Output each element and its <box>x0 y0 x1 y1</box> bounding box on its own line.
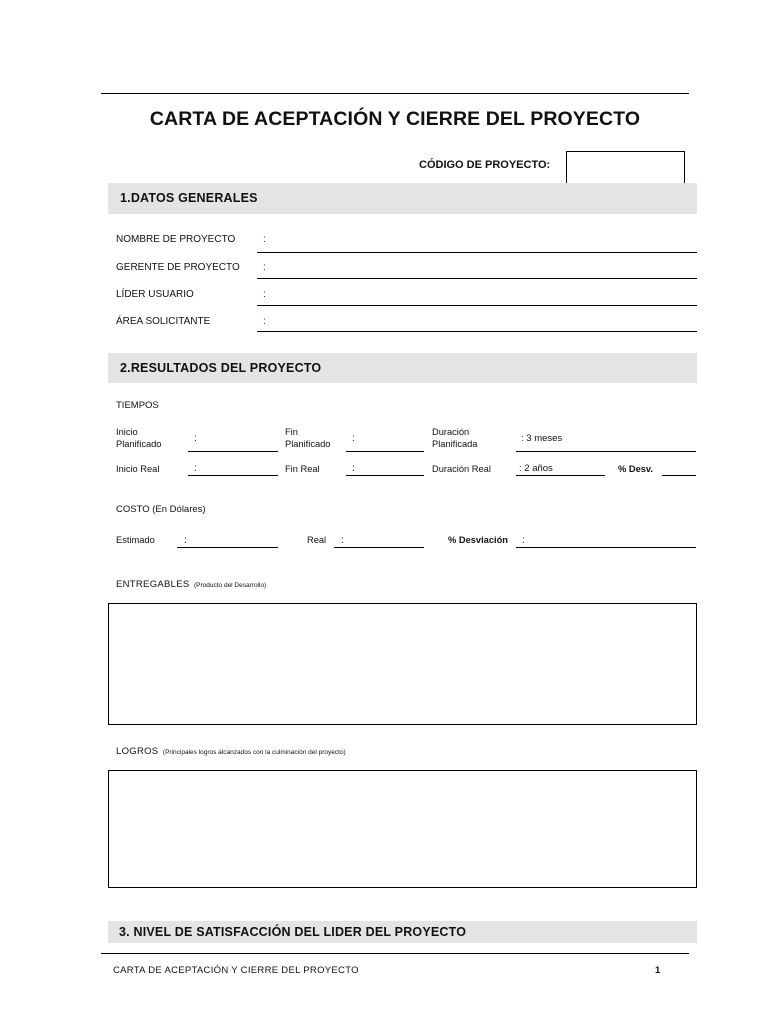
real-duration-input[interactable] <box>516 475 605 476</box>
cost-deviation-separator: : <box>522 535 525 546</box>
cost-deviation-label: % Desviación <box>448 535 508 545</box>
project-manager-input[interactable] <box>257 278 697 279</box>
real-cost-label: Real <box>307 535 327 545</box>
real-duration-label: Duración Real <box>432 464 491 474</box>
section-1-header <box>108 183 697 214</box>
real-duration-value: : 2 años <box>519 463 553 474</box>
real-start-input[interactable] <box>188 475 278 476</box>
real-start-label: Inicio Real <box>116 464 160 474</box>
planned-start-input[interactable] <box>188 451 278 452</box>
section-2-header <box>108 353 697 383</box>
footer-title: CARTA DE ACEPTACIÓN Y CIERRE DEL PROYECTO <box>113 965 359 976</box>
field-label: NOMBRE DE PROYECTO <box>116 234 236 245</box>
field-label: ÁREA SOLICITANTE <box>116 316 211 327</box>
deliverables-heading <box>116 574 266 592</box>
field-separator: : <box>263 262 266 273</box>
achievements-note: (Principales logros alcanzados con la culminación del proyecto) <box>162 749 346 756</box>
planned-start-label-1: Inicio <box>116 427 138 437</box>
real-cost-separator: : <box>341 535 344 546</box>
planned-end-input[interactable] <box>346 451 424 452</box>
time-deviation-label: % Desv. <box>618 464 653 474</box>
time-deviation-input[interactable] <box>662 475 696 476</box>
field-separator: : <box>263 289 266 300</box>
planned-duration-input[interactable] <box>516 451 696 452</box>
cost-deviation-input[interactable] <box>516 547 696 548</box>
achievements-heading <box>116 741 346 759</box>
estimated-cost-separator: : <box>184 535 187 546</box>
estimated-cost-input[interactable] <box>177 547 278 548</box>
top-rule <box>101 93 689 94</box>
field-label: LÍDER USUARIO <box>116 289 194 300</box>
planned-end-label-2: Planificado <box>285 439 331 449</box>
footer-rule <box>101 953 689 954</box>
deliverables-textarea[interactable] <box>108 603 697 725</box>
section-1-title: 1.DATOS GENERALES <box>120 191 258 205</box>
planned-start-separator: : <box>194 433 197 444</box>
estimated-cost-label: Estimado <box>116 535 155 545</box>
planned-end-label-1: Fin <box>285 427 298 437</box>
field-separator: : <box>263 234 266 245</box>
achievements-textarea[interactable] <box>108 770 697 888</box>
field-separator: : <box>263 316 266 327</box>
planned-start-label-2: Planificado <box>116 439 162 449</box>
real-cost-input[interactable] <box>334 547 424 548</box>
real-end-label: Fin Real <box>285 464 320 474</box>
planned-end-separator: : <box>352 433 355 444</box>
planned-duration-value: : 3 meses <box>521 433 563 444</box>
real-end-input[interactable] <box>346 475 424 476</box>
real-end-separator: : <box>352 463 355 474</box>
deliverables-title: ENTREGABLES <box>116 579 190 590</box>
planned-duration-label-1: Duración <box>432 427 470 437</box>
user-leader-input[interactable] <box>257 305 697 306</box>
real-start-separator: : <box>194 463 197 474</box>
project-code-label: CÓDIGO DE PROYECTO: <box>419 159 551 171</box>
section-3-title: 3. NIVEL DE SATISFACCIÓN DEL LIDER DEL PROYECTO <box>119 925 467 939</box>
cost-heading: COSTO (En Dólares) <box>116 504 206 515</box>
field-label: GERENTE DE PROYECTO <box>116 262 240 273</box>
times-heading: TIEMPOS <box>116 400 159 411</box>
requesting-area-input[interactable] <box>257 331 697 332</box>
page-number: 1 <box>655 965 661 976</box>
document-title: CARTA DE ACEPTACIÓN Y CIERRE DEL PROYECTO <box>149 108 641 130</box>
project-code-field[interactable] <box>566 151 685 185</box>
achievements-title: LOGROS <box>116 746 159 757</box>
section-2-title: 2.RESULTADOS DEL PROYECTO <box>120 361 322 375</box>
planned-duration-label-2: Planificada <box>432 439 478 449</box>
deliverables-note: (Producto del Desarrollo) <box>193 582 267 589</box>
project-name-input[interactable] <box>257 252 697 253</box>
section-3-header <box>108 921 697 943</box>
